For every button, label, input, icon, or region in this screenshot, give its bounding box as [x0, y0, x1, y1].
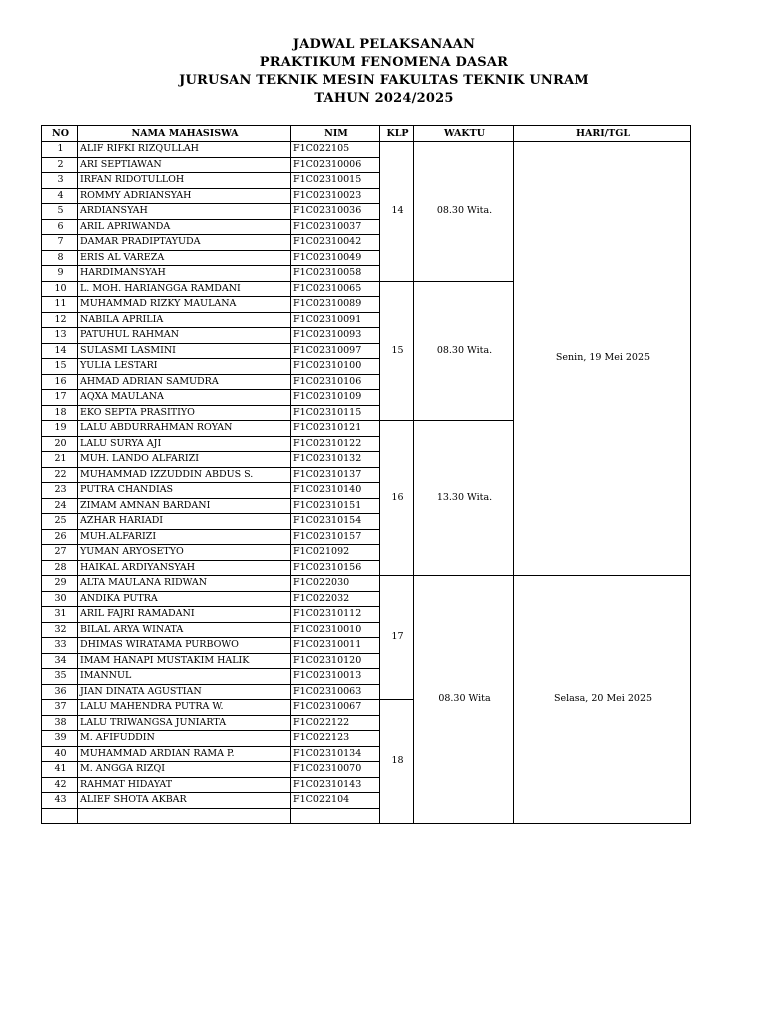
header-no: NO [42, 126, 78, 142]
student-name: LALU SURYA AJI [78, 436, 291, 452]
session-day: Selasa, 20 Mei 2025 [514, 576, 691, 824]
student-name: ERIS AL VAREZA [78, 250, 291, 266]
student-nim: F1C02310109 [291, 390, 380, 406]
student-nim: F1C02310091 [291, 312, 380, 328]
student-name: SULASMI LASMINI [78, 343, 291, 359]
student-nim: F1C02310065 [291, 281, 380, 297]
student-name: MUH.ALFARIZI [78, 529, 291, 545]
row-number: 31 [42, 607, 78, 623]
group-number: 15 [380, 281, 414, 421]
student-name: NABILA APRILIA [78, 312, 291, 328]
student-nim: F1C02310089 [291, 297, 380, 313]
student-nim: F1C02310115 [291, 405, 380, 421]
student-nim: F1C02310006 [291, 157, 380, 173]
student-name: PUTRA CHANDIAS [78, 483, 291, 499]
row-number: 30 [42, 591, 78, 607]
student-nim: F1C02310011 [291, 638, 380, 654]
student-nim: F1C02310140 [291, 483, 380, 499]
row-number: 6 [42, 219, 78, 235]
row-number: 40 [42, 746, 78, 762]
title-line-1: JADWAL PELAKSANAAN [292, 37, 476, 52]
student-name: YUMAN ARYOSETYO [78, 545, 291, 561]
row-number: 7 [42, 235, 78, 251]
student-nim: F1C02310010 [291, 622, 380, 638]
row-number: 12 [42, 312, 78, 328]
student-nim: F1C02310015 [291, 173, 380, 189]
student-nim: F1C02310156 [291, 560, 380, 576]
row-number: 42 [42, 777, 78, 793]
student-name: LALU TRIWANGSA JUNIARTA [78, 715, 291, 731]
student-nim: F1C021092 [291, 545, 380, 561]
student-name: MUH. LANDO ALFARIZI [78, 452, 291, 468]
row-number: 34 [42, 653, 78, 669]
student-name: MUHAMMAD ARDIAN RAMA P. [78, 746, 291, 762]
row-number: 35 [42, 669, 78, 685]
student-name: IMAM HANAPI MUSTAKIM HALIK [78, 653, 291, 669]
student-name: MUHAMMAD RIZKY MAULANA [78, 297, 291, 313]
student-nim: F1C02310120 [291, 653, 380, 669]
row-number: 28 [42, 560, 78, 576]
group-number: 18 [380, 700, 414, 824]
row-number: 15 [42, 359, 78, 375]
student-nim: F1C02310058 [291, 266, 380, 282]
session-time: 08.30 Wita. [414, 142, 514, 282]
session-day: Senin, 19 Mei 2025 [514, 142, 691, 576]
session-time: 08.30 Wita [414, 576, 514, 824]
row-number: 8 [42, 250, 78, 266]
row-number: 18 [42, 405, 78, 421]
student-nim: F1C02310049 [291, 250, 380, 266]
row-number: 14 [42, 343, 78, 359]
student-name: L. MOH. HARIANGGA RAMDANI [78, 281, 291, 297]
student-nim: F1C02310013 [291, 669, 380, 685]
table-header-row [42, 126, 691, 142]
student-name: ALIF RIFKI RIZQULLAH [78, 142, 291, 158]
row-number: 20 [42, 436, 78, 452]
student-nim: F1C02310151 [291, 498, 380, 514]
student-name: M. AFIFUDDIN [78, 731, 291, 747]
student-nim: F1C022122 [291, 715, 380, 731]
student-nim: F1C02310143 [291, 777, 380, 793]
row-number: 25 [42, 514, 78, 530]
group-number: 14 [380, 142, 414, 282]
student-name: LALU ABDURRAHMAN ROYAN [78, 421, 291, 437]
student-name: AZHAR HARIADI [78, 514, 291, 530]
header-name: NAMA MAHASISWA [78, 126, 291, 142]
student-nim: F1C02310106 [291, 374, 380, 390]
student-name: IRFAN RIDOTULLOH [78, 173, 291, 189]
student-nim: F1C022105 [291, 142, 380, 158]
session-time: 08.30 Wita. [414, 281, 514, 421]
row-number: 1 [42, 142, 78, 158]
title-line-2: PRAKTIKUM FENOMENA DASAR [259, 55, 509, 70]
student-nim: F1C02310134 [291, 746, 380, 762]
student-name: PATUHUL RAHMAN [78, 328, 291, 344]
student-name: EKO SEPTA PRASITIYO [78, 405, 291, 421]
row-number: 4 [42, 188, 78, 204]
student-name: JIAN DINATA AGUSTIAN [78, 684, 291, 700]
row-number: 32 [42, 622, 78, 638]
student-name: YULIA LESTARI [78, 359, 291, 375]
table-row [42, 576, 691, 592]
student-name: ALIEF SHOTA AKBAR [78, 793, 291, 809]
row-number: 38 [42, 715, 78, 731]
student-name: ZIMAM AMNAN BARDANI [78, 498, 291, 514]
student-name: ROMMY ADRIANSYAH [78, 188, 291, 204]
row-number: 33 [42, 638, 78, 654]
table-body [42, 142, 691, 824]
row-number: 29 [42, 576, 78, 592]
row-number: 16 [42, 374, 78, 390]
student-nim: F1C02310157 [291, 529, 380, 545]
student-name: ARI SEPTIAWAN [78, 157, 291, 173]
student-name: MUHAMMAD IZZUDDIN ABDUS S. [78, 467, 291, 483]
student-nim: F1C02310121 [291, 421, 380, 437]
student-nim: F1C02310070 [291, 762, 380, 778]
student-nim: F1C02310036 [291, 204, 380, 220]
student-nim: F1C02310122 [291, 436, 380, 452]
header-waktu: WAKTU [414, 126, 514, 142]
student-name: M. ANGGA RIZQI [78, 762, 291, 778]
student-nim: F1C02310067 [291, 700, 380, 716]
table-row [42, 142, 691, 158]
student-name: ALTA MAULANA RIDWAN [78, 576, 291, 592]
student-name: HARDIMANSYAH [78, 266, 291, 282]
student-name: IMANNUL [78, 669, 291, 685]
student-nim: F1C02310023 [291, 188, 380, 204]
row-number: 22 [42, 467, 78, 483]
student-name: AHMAD ADRIAN SAMUDRA [78, 374, 291, 390]
row-number: 37 [42, 700, 78, 716]
row-number: 36 [42, 684, 78, 700]
row-number: 23 [42, 483, 78, 499]
schedule-table [41, 125, 691, 824]
student-nim: F1C02310037 [291, 219, 380, 235]
row-number: 39 [42, 731, 78, 747]
student-nim: F1C02310093 [291, 328, 380, 344]
student-name: LALU MAHENDRA PUTRA W. [78, 700, 291, 716]
student-name: DAMAR PRADIPTAYUDA [78, 235, 291, 251]
student-nim: F1C02310097 [291, 343, 380, 359]
student-name: ARDIANSYAH [78, 204, 291, 220]
group-number: 17 [380, 576, 414, 700]
header-nim: NIM [291, 126, 380, 142]
title-line-4: TAHUN 2024/2025 [314, 91, 454, 106]
student-name [78, 808, 291, 824]
student-name: ANDIKA PUTRA [78, 591, 291, 607]
title-line-3: JURUSAN TEKNIK MESIN FAKULTAS TEKNIK UNRAM [179, 73, 589, 88]
row-number: 11 [42, 297, 78, 313]
student-nim: F1C02310112 [291, 607, 380, 623]
row-number: 2 [42, 157, 78, 173]
student-name: DHIMAS WIRATAMA PURBOWO [78, 638, 291, 654]
student-nim: F1C02310137 [291, 467, 380, 483]
session-time: 13.30 Wita. [414, 421, 514, 576]
student-nim [291, 808, 380, 824]
header-hari: HARI/TGL [514, 126, 691, 142]
row-number: 10 [42, 281, 78, 297]
row-number: 27 [42, 545, 78, 561]
student-nim: F1C02310042 [291, 235, 380, 251]
row-number: 21 [42, 452, 78, 468]
student-nim: F1C022123 [291, 731, 380, 747]
student-name: HAIKAL ARDIYANSYAH [78, 560, 291, 576]
row-number: 24 [42, 498, 78, 514]
row-number: 43 [42, 793, 78, 809]
student-nim: F1C02310154 [291, 514, 380, 530]
group-number: 16 [380, 421, 414, 576]
row-number: 17 [42, 390, 78, 406]
row-number [42, 808, 78, 824]
student-name: ARIL FAJRI RAMADANI [78, 607, 291, 623]
row-number: 13 [42, 328, 78, 344]
row-number: 26 [42, 529, 78, 545]
student-nim: F1C02310132 [291, 452, 380, 468]
student-nim: F1C022032 [291, 591, 380, 607]
row-number: 5 [42, 204, 78, 220]
row-number: 3 [42, 173, 78, 189]
row-number: 9 [42, 266, 78, 282]
student-nim: F1C02310100 [291, 359, 380, 375]
student-name: RAHMAT HIDAYAT [78, 777, 291, 793]
student-nim: F1C022030 [291, 576, 380, 592]
student-nim: F1C022104 [291, 793, 380, 809]
row-number: 19 [42, 421, 78, 437]
student-name: AQXA MAULANA [78, 390, 291, 406]
student-name: ARIL APRIWANDA [78, 219, 291, 235]
row-number: 41 [42, 762, 78, 778]
student-nim: F1C02310063 [291, 684, 380, 700]
header-klp: KLP [380, 126, 414, 142]
student-name: BILAL ARYA WINATA [78, 622, 291, 638]
